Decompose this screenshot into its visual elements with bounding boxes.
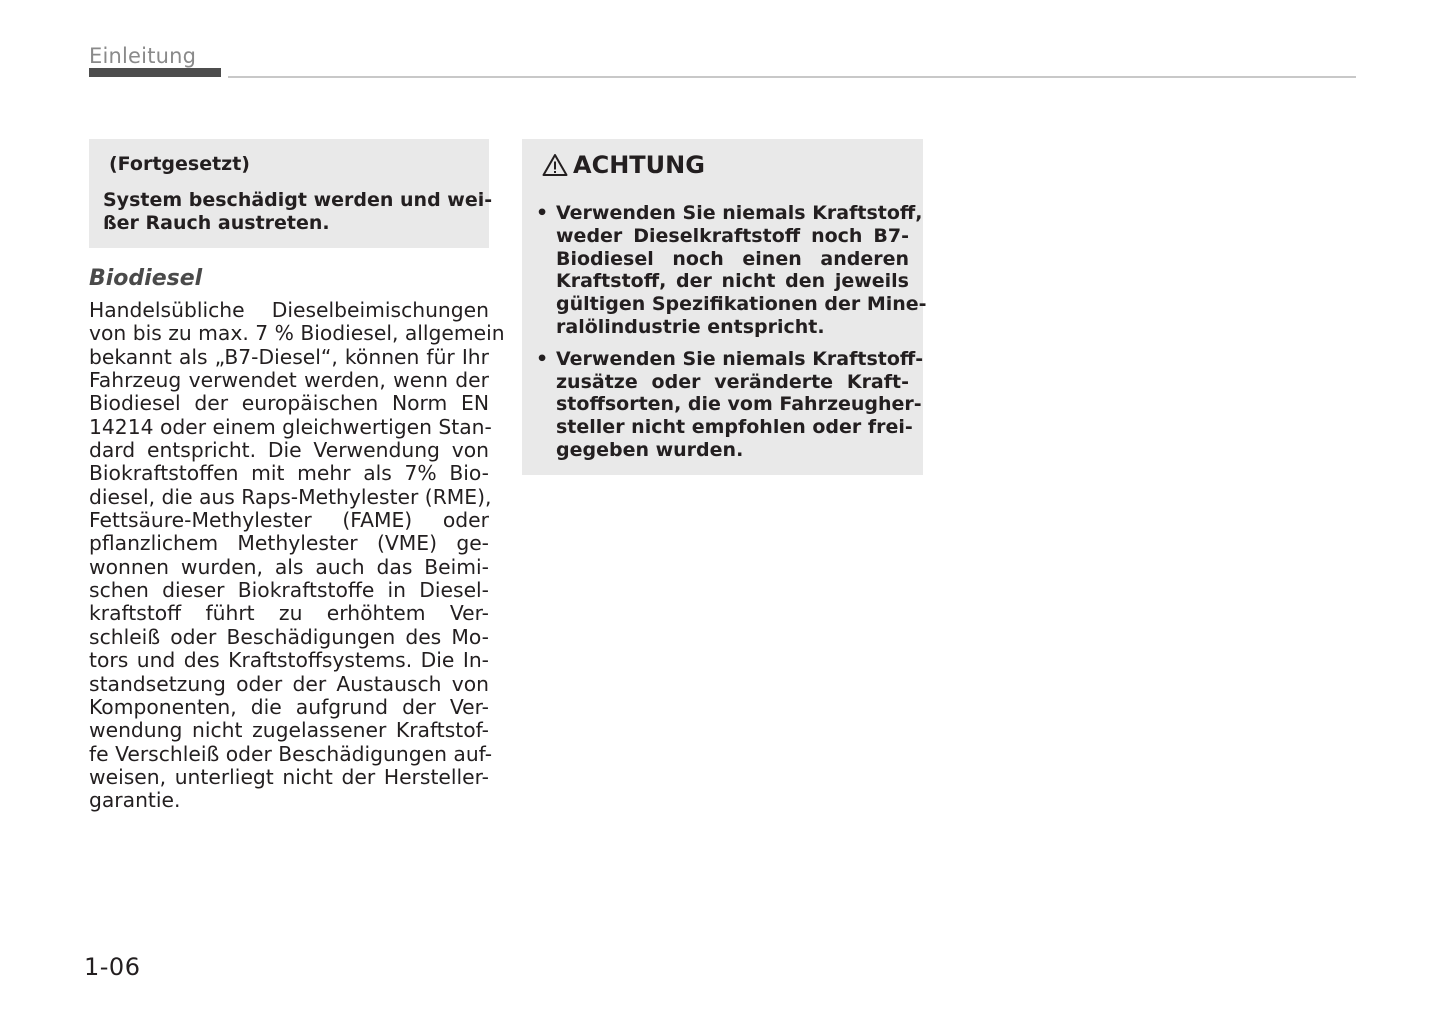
paragraph-line: pflanzlichem Methylester (VME) ge- — [89, 531, 489, 556]
continued-notice-box — [89, 139, 493, 248]
paragraph-line: Fettsäure-Methylester (FAME) oder — [89, 508, 489, 533]
paragraph-line: wonnen wurden, als auch das Beimi- — [89, 554, 489, 579]
continued-heading: (Fortgesetzt) — [109, 153, 250, 175]
continued-line: ßer Rauch austreten. — [103, 212, 330, 234]
paragraph-line: schen dieser Biokraftstoffe in Diesel- — [89, 578, 489, 603]
warning-title — [542, 149, 909, 181]
biodiesel-heading: Biodiesel — [89, 266, 203, 291]
warning-list — [536, 202, 927, 462]
paragraph-line: wendung nicht zugelassener Kraftstof- — [89, 718, 489, 743]
warning-line: Verwenden Sie niemals Kraftstoff- — [556, 347, 924, 370]
warning-line: gültigen Spezifikationen der Mine- — [556, 293, 927, 316]
warning-triangle-icon — [542, 153, 568, 177]
section-title: Einleitung — [89, 44, 197, 68]
paragraph-line: schleiß oder Beschädigungen des Mo- — [89, 624, 489, 649]
warning-line: Verwenden Sie niemals Kraftstoff, — [556, 202, 923, 224]
paragraph-line: 14214 oder einem gleichwertigen Stan- — [89, 414, 492, 439]
biodiesel-paragraph — [89, 298, 505, 813]
paragraph-line: kraftstoff führt zu erhöhtem Ver- — [89, 601, 489, 626]
paragraph-line: garantie. — [89, 788, 181, 813]
warning-title-text: ACHTUNG — [573, 151, 705, 179]
warning-line: ralölindustrie entspricht. — [556, 315, 825, 338]
paragraph-line: tors und des Kraftstoffsystems. Die In- — [89, 648, 489, 673]
warning-item — [536, 347, 924, 462]
paragraph-line: fe Verschleiß oder Beschädigungen auf- — [89, 741, 493, 766]
warning-line: gegeben wurden. — [556, 438, 744, 461]
paragraph-line: von bis zu max. 7 % Biodiesel, allgemein — [89, 321, 505, 346]
paragraph-line: weisen, unterliegt nicht der Hersteller- — [89, 764, 489, 789]
paragraph-line: Biokraftstoffen mit mehr als 7% Bio- — [89, 461, 489, 486]
bullet: • — [536, 202, 549, 224]
paragraph-line: Handelsübliche Dieselbeimischungen — [89, 298, 489, 322]
warning-line: Kraftstoff, der nicht den jeweils — [556, 270, 909, 293]
page-number: 1-06 — [84, 953, 141, 981]
warning-line: steller nicht empfohlen oder frei- — [556, 416, 913, 439]
paragraph-line: diesel, die aus Raps-Methylester (RME), — [89, 484, 492, 509]
paragraph-line: Komponenten, die aufgrund der Ver- — [89, 694, 489, 719]
warning-box — [522, 139, 927, 475]
paragraph-line: bekannt als „B7-Diesel“, können für Ihr — [89, 344, 489, 369]
warning-line: stoffsorten, die vom Fahrzeugher- — [556, 393, 922, 416]
paragraph-line: Biodiesel der europäischen Norm EN — [89, 391, 489, 416]
paragraph-line: dard entspricht. Die Verwendung von — [89, 438, 489, 463]
header-rule — [228, 76, 1356, 78]
paragraph-line: standsetzung oder der Austausch von — [89, 671, 489, 696]
header-accent-bar — [89, 68, 221, 77]
warning-line: Biodiesel noch einen anderen — [556, 247, 909, 270]
warning-item — [536, 202, 927, 339]
warning-line: zusätze oder veränderte Kraft- — [556, 370, 909, 393]
continued-text — [103, 189, 493, 235]
bullet: • — [536, 347, 549, 370]
paragraph-line: Fahrzeug verwendet werden, wenn der — [89, 368, 489, 393]
warning-line: weder Dieselkraftstoff noch B7- — [556, 224, 909, 247]
continued-line: System beschädigt werden und wei- — [103, 189, 493, 211]
